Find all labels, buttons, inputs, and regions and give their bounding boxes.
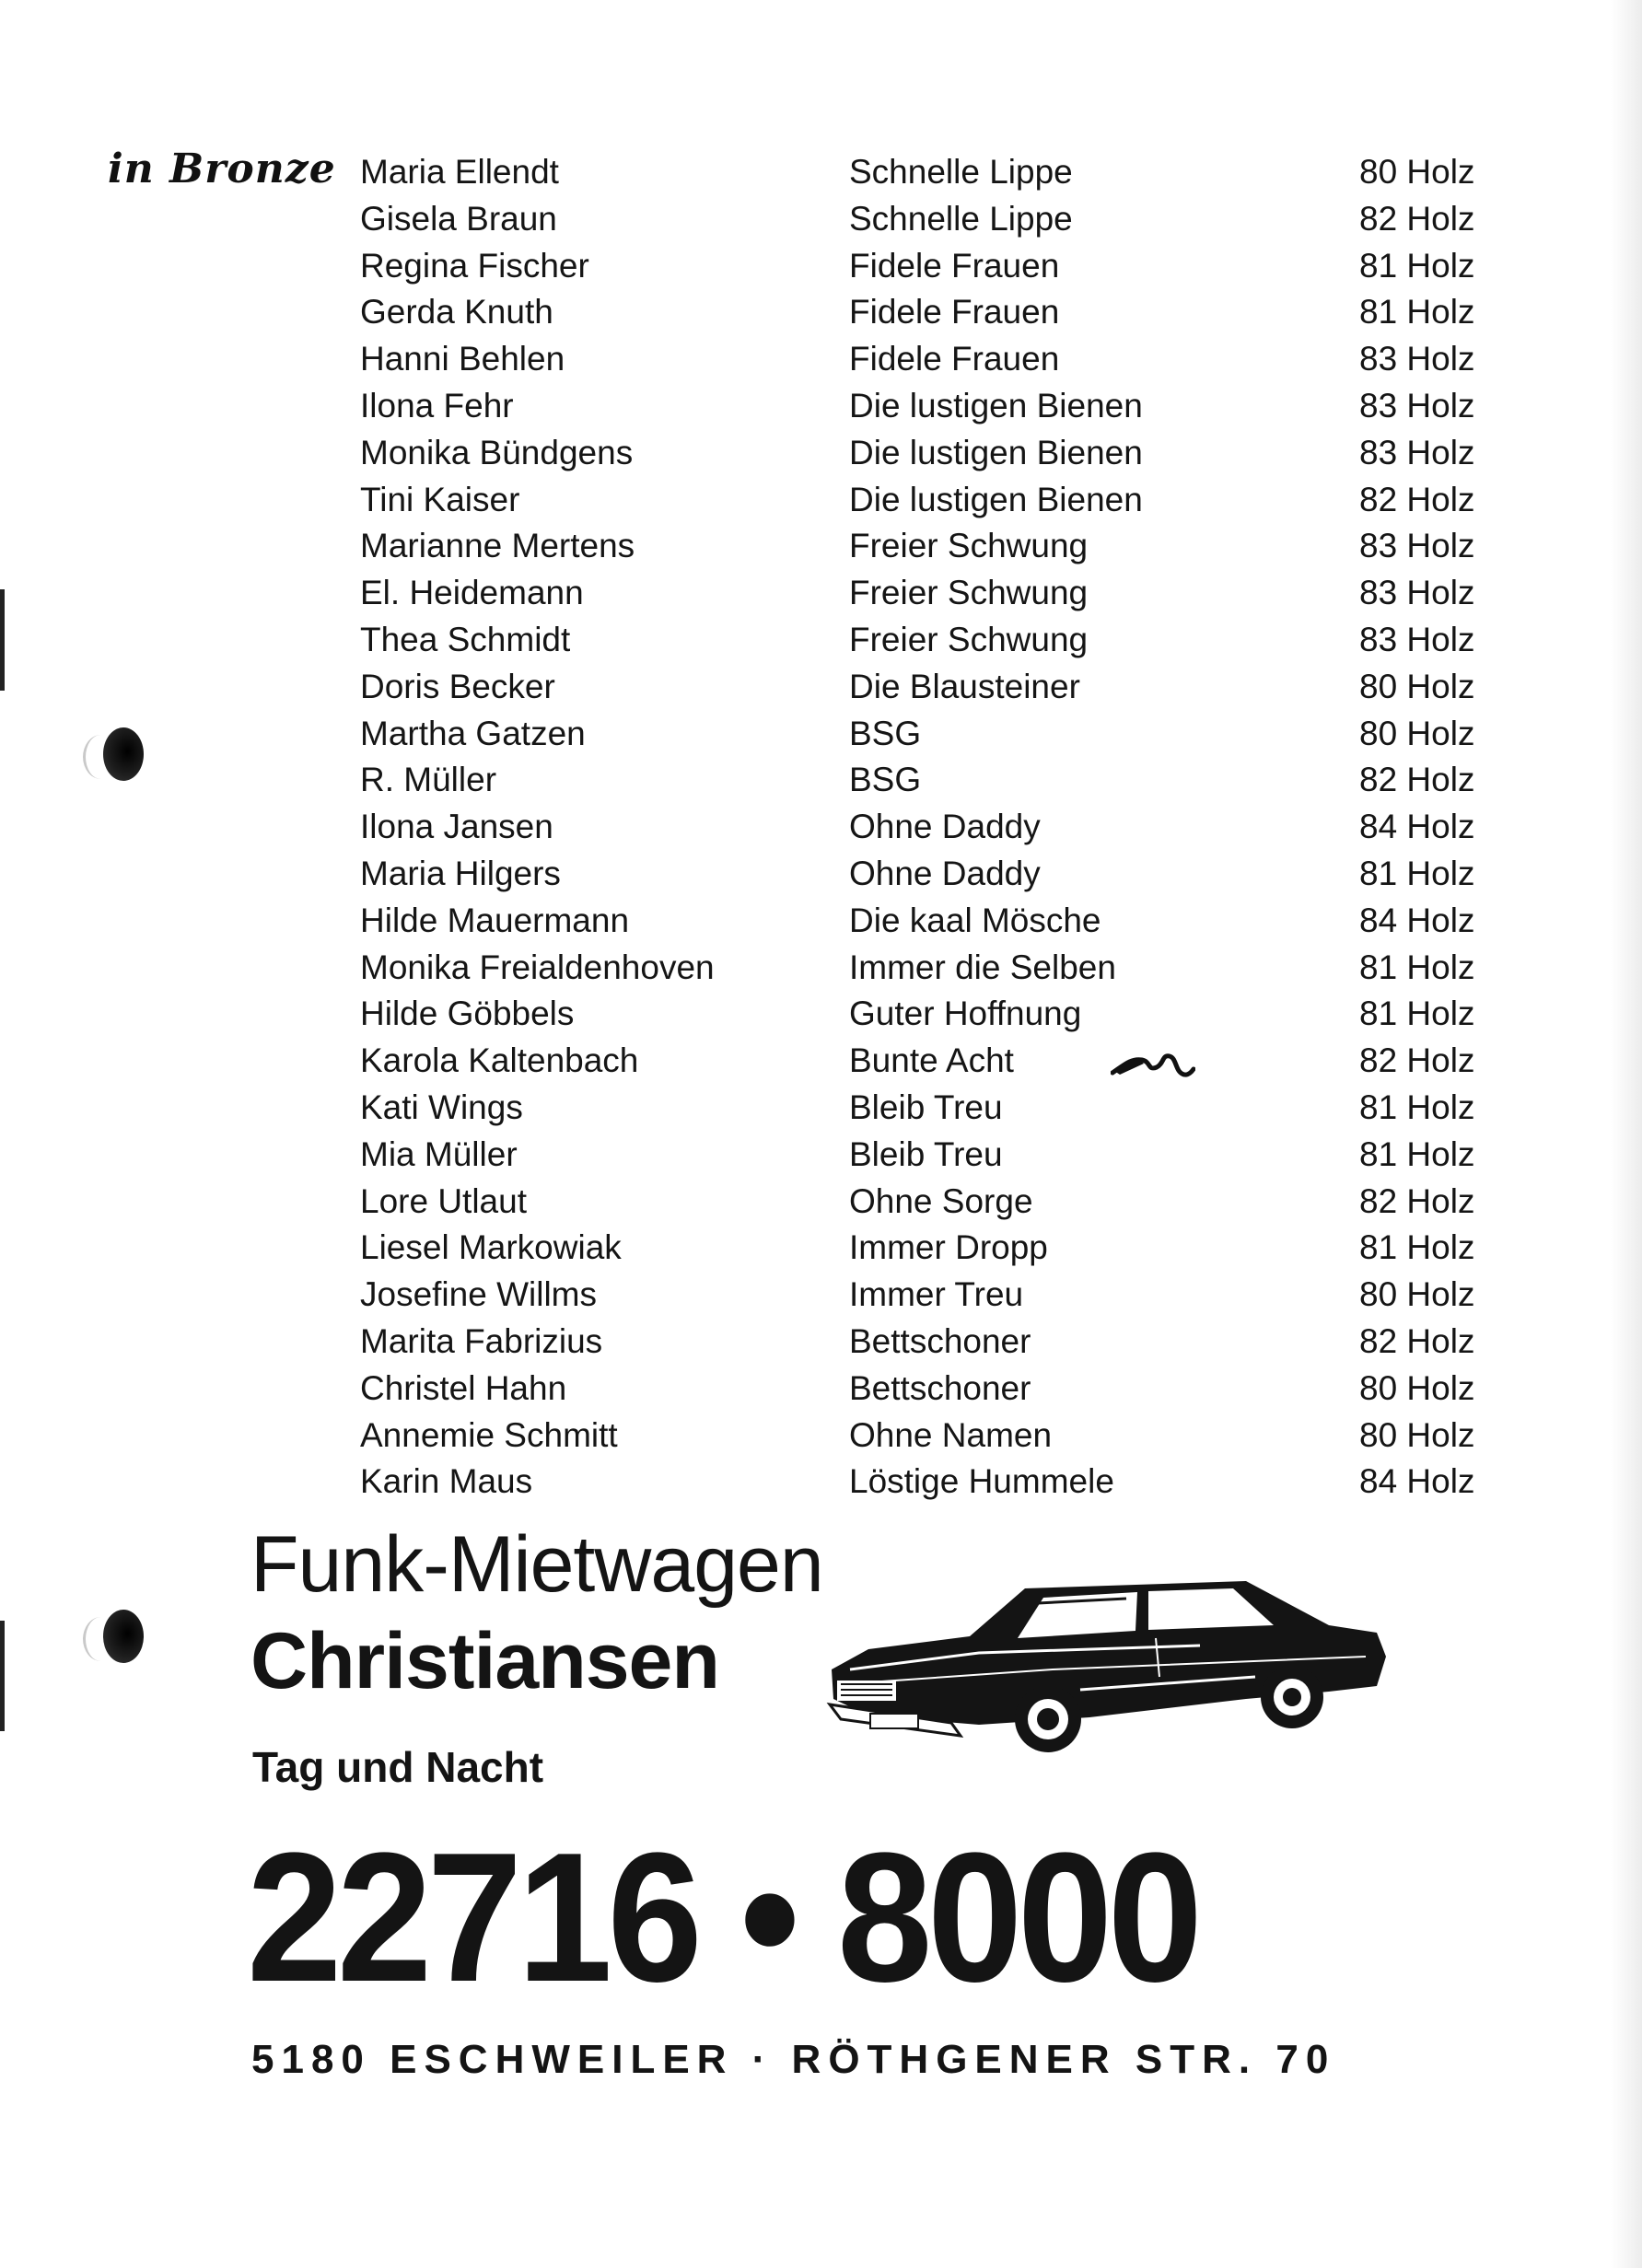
table-row <box>360 991 1520 1038</box>
table-row <box>360 1132 1520 1179</box>
entry-score: 80 Holz <box>1359 1275 1475 1314</box>
ad-address: 5180 ESCHWEILER · RÖTHGENER STR. 70 <box>251 2037 1336 2082</box>
entry-score: 81 Holz <box>1359 854 1475 892</box>
entry-score: 82 Holz <box>1359 480 1475 518</box>
entry-club: Ohne Namen <box>849 1415 1053 1454</box>
section-label: in Bronze <box>108 145 336 192</box>
entry-club: BSG <box>849 714 922 752</box>
table-row <box>360 523 1520 570</box>
entry-name: Monika Bündgens <box>360 433 634 471</box>
entry-club: Fidele Frauen <box>849 246 1060 285</box>
entry-club: Fidele Frauen <box>849 293 1060 331</box>
entry-club: Die Blausteiner <box>849 667 1080 705</box>
table-row <box>360 898 1520 945</box>
page-edge-shadow <box>1611 0 1642 2268</box>
entry-club: BSG <box>849 761 922 799</box>
entry-club: Bettschoner <box>849 1321 1031 1360</box>
entry-name: Kati Wings <box>360 1087 523 1126</box>
entry-name: Marianne Mertens <box>360 527 635 565</box>
entry-name: Regina Fischer <box>360 246 589 285</box>
table-row <box>360 1179 1520 1226</box>
entry-name: Tini Kaiser <box>360 480 520 518</box>
table-row <box>360 1272 1520 1319</box>
entry-score: 81 Holz <box>1359 1134 1475 1173</box>
entry-score: 81 Holz <box>1359 948 1475 986</box>
entry-score: 80 Holz <box>1359 667 1475 705</box>
entry-club: Immer Treu <box>849 1275 1024 1314</box>
table-row <box>360 477 1520 524</box>
entry-name: Doris Becker <box>360 667 555 705</box>
entry-score: 82 Holz <box>1359 1181 1475 1220</box>
table-row <box>360 1459 1520 1506</box>
table-row <box>360 804 1520 851</box>
entry-club: Freier Schwung <box>849 620 1089 658</box>
ad-hours: Tag und Nacht <box>252 1743 544 1791</box>
table-row <box>360 383 1520 430</box>
punch-hole-top <box>103 727 144 781</box>
entry-name: Gisela Braun <box>360 199 557 238</box>
handwritten-mark-icon <box>1111 1047 1195 1084</box>
entry-score: 82 Holz <box>1359 761 1475 799</box>
entry-name: Karola Kaltenbach <box>360 1041 639 1080</box>
entry-name: Hanni Behlen <box>360 340 565 378</box>
entry-name: Hilde Göbbels <box>360 994 575 1033</box>
table-row <box>360 757 1520 804</box>
entry-score: 81 Holz <box>1359 994 1475 1033</box>
binding-mark-top <box>0 589 5 691</box>
entry-club: Freier Schwung <box>849 527 1089 565</box>
entry-name: Liesel Markowiak <box>360 1228 622 1267</box>
entry-club: Freier Schwung <box>849 574 1089 612</box>
entry-name: Marita Fabrizius <box>360 1321 603 1360</box>
entry-name: Karin Maus <box>360 1462 533 1501</box>
entry-club: Ohne Daddy <box>849 808 1041 846</box>
entry-score: 80 Holz <box>1359 1415 1475 1454</box>
entry-name: Christel Hahn <box>360 1368 567 1407</box>
entry-club: Die lustigen Bienen <box>849 480 1143 518</box>
entry-name: R. Müller <box>360 761 497 799</box>
entry-name: Hilde Mauermann <box>360 901 630 939</box>
entry-score: 81 Holz <box>1359 293 1475 331</box>
entry-name: Maria Ellendt <box>360 153 559 191</box>
entry-score: 83 Holz <box>1359 340 1475 378</box>
entry-name: El. Heidemann <box>360 574 584 612</box>
entry-score: 80 Holz <box>1359 714 1475 752</box>
entry-club: Bettschoner <box>849 1368 1031 1407</box>
table-row <box>360 1225 1520 1272</box>
entry-name: Mia Müller <box>360 1134 518 1173</box>
entry-name: Ilona Jansen <box>360 808 553 846</box>
entry-club: Ohne Sorge <box>849 1181 1033 1220</box>
table-row <box>360 1038 1520 1085</box>
punch-hole-bottom <box>103 1610 144 1663</box>
entry-club: Die kaal Mösche <box>849 901 1101 939</box>
table-row <box>360 945 1520 992</box>
entry-club: Immer die Selben <box>849 948 1116 986</box>
entry-name: Annemie Schmitt <box>360 1415 618 1454</box>
entry-club: Die lustigen Bienen <box>849 386 1143 425</box>
entry-club: Die lustigen Bienen <box>849 433 1143 471</box>
entry-score: 84 Holz <box>1359 808 1475 846</box>
table-row <box>360 1319 1520 1366</box>
table-row <box>360 664 1520 711</box>
ad-company-name: Funk-Mietwagen <box>250 1520 823 1609</box>
ad-phone-number: 22716 • 8000 <box>247 1815 1198 2020</box>
table-row <box>360 243 1520 290</box>
table-row <box>360 570 1520 617</box>
entry-score: 80 Holz <box>1359 1368 1475 1407</box>
entry-score: 82 Holz <box>1359 1041 1475 1080</box>
entry-score: 84 Holz <box>1359 1462 1475 1501</box>
entry-name: Maria Hilgers <box>360 854 561 892</box>
table-row <box>360 149 1520 196</box>
entry-club: Löstige Hummele <box>849 1462 1114 1501</box>
entry-name: Ilona Fehr <box>360 386 514 425</box>
entry-club: Bleib Treu <box>849 1087 1003 1126</box>
entry-club: Schnelle Lippe <box>849 153 1073 191</box>
entry-score: 82 Holz <box>1359 1321 1475 1360</box>
table-row <box>360 617 1520 664</box>
entry-club: Schnelle Lippe <box>849 199 1073 238</box>
table-row <box>360 851 1520 898</box>
table-row <box>360 336 1520 383</box>
table-row <box>360 1413 1520 1460</box>
entry-score: 81 Holz <box>1359 1228 1475 1267</box>
entry-name: Josefine Willms <box>360 1275 597 1314</box>
entry-name: Martha Gatzen <box>360 714 586 752</box>
entry-score: 82 Holz <box>1359 199 1475 238</box>
sedan-car-icon <box>813 1561 1393 1754</box>
entry-score: 80 Holz <box>1359 153 1475 191</box>
table-row <box>360 1366 1520 1413</box>
entry-club: Bleib Treu <box>849 1134 1003 1173</box>
results-table <box>360 149 1520 1506</box>
table-row <box>360 289 1520 336</box>
entry-club: Ohne Daddy <box>849 854 1041 892</box>
entry-score: 83 Holz <box>1359 527 1475 565</box>
entry-name: Lore Utlaut <box>360 1181 527 1220</box>
entry-score: 83 Holz <box>1359 620 1475 658</box>
ad-owner-name: Christiansen <box>250 1617 719 1705</box>
binding-mark-bottom <box>0 1621 5 1731</box>
entry-club: Guter Hoffnung <box>849 994 1082 1033</box>
table-row <box>360 1085 1520 1132</box>
entry-club: Immer Dropp <box>849 1228 1048 1267</box>
entry-score: 83 Holz <box>1359 574 1475 612</box>
entry-name: Gerda Knuth <box>360 293 553 331</box>
entry-score: 83 Holz <box>1359 433 1475 471</box>
entry-name: Thea Schmidt <box>360 620 571 658</box>
entry-club: Bunte Acht <box>849 1041 1014 1080</box>
entry-score: 83 Holz <box>1359 386 1475 425</box>
entry-name: Monika Freialdenhoven <box>360 948 715 986</box>
taxi-advertisement <box>247 1510 1444 2081</box>
entry-club: Fidele Frauen <box>849 340 1060 378</box>
table-row <box>360 430 1520 477</box>
entry-score: 84 Holz <box>1359 901 1475 939</box>
entry-score: 81 Holz <box>1359 1087 1475 1126</box>
table-row <box>360 196 1520 243</box>
entry-score: 81 Holz <box>1359 246 1475 285</box>
table-row <box>360 711 1520 758</box>
